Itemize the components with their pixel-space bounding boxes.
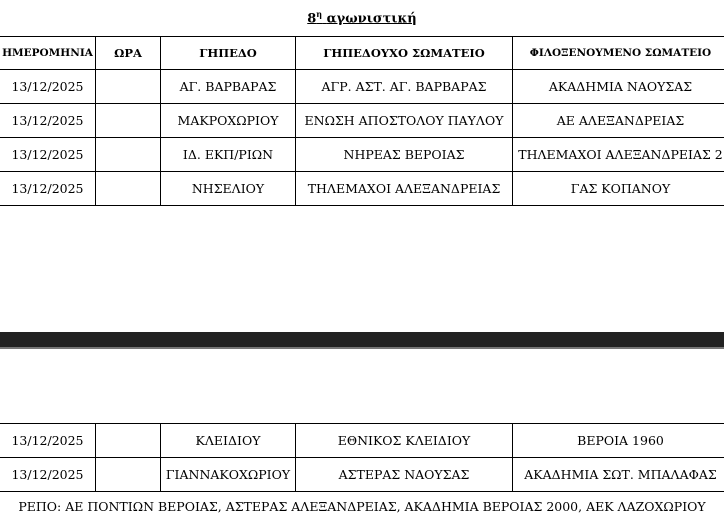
cell-venue: ΚΛΕΙΔΙΟΥ [161,424,296,458]
cell-away: ΑΚΑΔΗΜΙΑ ΣΩΤ. ΜΠΑΛΑΦΑΣ [513,458,724,492]
cell-away: ΒΕΡΟΙΑ 1960 [513,424,724,458]
col-home-header: ΓΗΠΕΔΟΥΧΟ ΣΩΜΑΤΕΙΟ [296,37,513,70]
cell-time [96,70,161,104]
cell-time [96,138,161,172]
round-number: 8 [307,11,317,27]
cell-date: 13/12/2025 [0,424,96,458]
title-band [0,0,724,37]
fixtures-table-bottom [0,423,724,492]
cell-date: 13/12/2025 [0,172,96,206]
cell-home: ΕΘΝΙΚΟΣ ΚΛΕΙΔΙΟΥ [296,424,513,458]
cell-date: 13/12/2025 [0,138,96,172]
cell-home: ΤΗΛΕΜΑΧΟΙ ΑΛΕΞΑΝΔΡΕΙΑΣ [296,172,513,206]
cell-away: ΑΚΑΔΗΜΙΑ ΝΑΟΥΣΑΣ [513,70,724,104]
table-row [0,70,724,104]
cell-venue: ΓΙΑΝΝΑΚΟΧΩΡΙΟΥ [161,458,296,492]
page-break-shadow [0,347,724,349]
cell-venue: ΜΑΚΡΟΧΩΡΙΟΥ [161,104,296,138]
round-superscript: η [316,9,323,19]
col-time-header: ΩΡΑ [96,37,161,70]
cell-venue: ΑΓ. ΒΑΡΒΑΡΑΣ [161,70,296,104]
cell-away: ΓΑΣ ΚΟΠΑΝΟΥ [513,172,724,206]
cell-away: ΤΗΛΕΜΑΧΟΙ ΑΛΕΞΑΝΔΡΕΙΑΣ 2 [513,138,724,172]
table-row [0,458,724,492]
cell-home: ΝΗΡΕΑΣ ΒΕΡΟΙΑΣ [296,138,513,172]
cell-away: ΑΕ ΑΛΕΞΑΝΔΡΕΙΑΣ [513,104,724,138]
cell-time [96,104,161,138]
round-title [0,9,724,26]
col-date-header: ΗΜΕΡΟΜΗΝΙΑ [0,37,96,70]
fixtures-table-top [0,36,724,206]
cell-time [96,424,161,458]
header-row [0,37,724,70]
cell-home: ΑΓΡ. ΑΣΤ. ΑΓ. ΒΑΡΒΑΡΑΣ [296,70,513,104]
table-row [0,172,724,206]
table-row [0,104,724,138]
bye-teams-note: ΡΕΠΟ: ΑΕ ΠΟΝΤΙΩΝ ΒΕΡΟΙΑΣ, ΑΣΤΕΡΑΣ ΑΛΕΞΑΝΔΡΕΙΑΣ, ΑΚΑΔΗΜΙΑ ΒΕΡΟΙΑΣ 2000, ΑΕΚ ΛΑΖΟΧΩΡΙΟΥ [18,499,706,514]
table-row [0,424,724,458]
cell-date: 13/12/2025 [0,104,96,138]
cell-home: ΕΝΩΣΗ ΑΠΟΣΤΟΛΟΥ ΠΑΥΛΟΥ [296,104,513,138]
cell-date: 13/12/2025 [0,458,96,492]
table-row [0,138,724,172]
cell-venue: ΙΔ. ΕΚΠ/ΡΙΩΝ [161,138,296,172]
round-word: αγωνιστική [326,11,417,27]
cell-date: 13/12/2025 [0,70,96,104]
cell-time [96,458,161,492]
col-venue-header: ΓΗΠΕΔΟ [161,37,296,70]
cell-home: ΑΣΤΕΡΑΣ ΝΑΟΥΣΑΣ [296,458,513,492]
cell-venue: ΝΗΣΕΛΙΟΥ [161,172,296,206]
cell-time [96,172,161,206]
col-away-header: ΦΙΛΟΞΕΝΟΥΜΕΝΟ ΣΩΜΑΤΕΙΟ [513,37,724,70]
page-break-bar [0,332,724,347]
